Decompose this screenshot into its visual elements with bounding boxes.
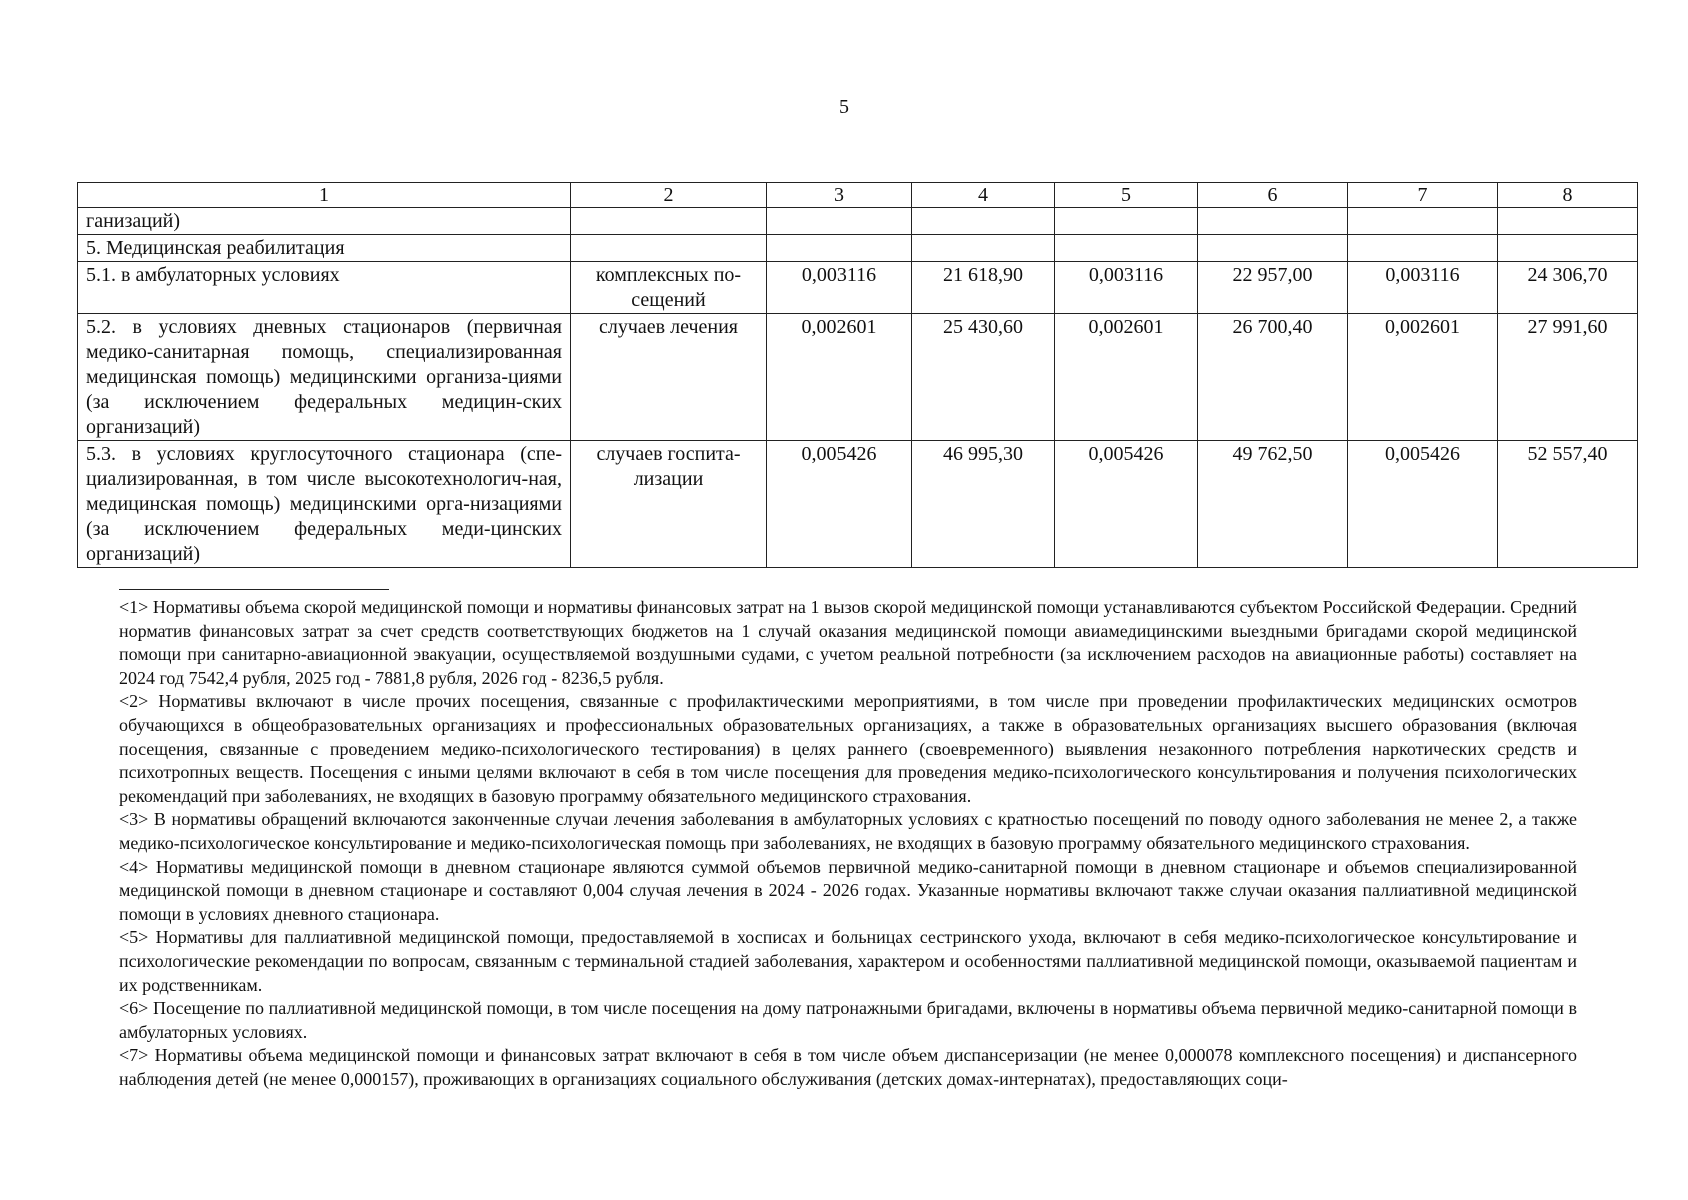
row-value <box>1198 235 1348 262</box>
row-value: 52 557,40 <box>1498 441 1638 568</box>
column-header: 1 <box>78 183 571 208</box>
column-header: 5 <box>1055 183 1198 208</box>
column-header: 4 <box>912 183 1055 208</box>
footnote: <2> Нормативы включают в числе прочих посещения, связанные с профилактическими мероприятиями, в том числе при проведении профилактических медицинских осмотров обучающихся в общеобразовательных организациях и профессиональных образовательных организациях, а также в образовательных организациях высшего образования (включая посещения, связанные с проведением медико-психологического тестирования) в целях раннего (своевременного) выявления незаконного потребления наркотических средств и психотропных веществ. Посещения с иными целями включают в себя в том числе посещения для проведения медико-психологического консультирования и получения психологических рекомендаций при заболеваниях, не входящих в базовую программу обязательного медицинского страхования. <box>119 691 1577 806</box>
row-value: 0,002601 <box>1055 314 1198 441</box>
row-value <box>1498 208 1638 235</box>
footnote: <7> Нормативы объема медицинской помощи и финансовых затрат включают в себя в том числе объем диспансеризации (не менее 0,000078 комплексного посещения) и диспансерного наблюдения детей (не менее 0,000157), проживающих в организациях социального обслуживания (детских домах-интернатах), предоставляющих соци- <box>119 1045 1577 1089</box>
row-value: 0,005426 <box>1055 441 1198 568</box>
row-value: 26 700,40 <box>1198 314 1348 441</box>
row-value: 27 991,60 <box>1498 314 1638 441</box>
row-unit: случаев госпита-лизации <box>571 441 767 568</box>
row-name: 5.1. в амбулаторных условиях <box>78 262 571 314</box>
row-value <box>1348 235 1498 262</box>
column-header: 7 <box>1348 183 1498 208</box>
row-value: 0,003116 <box>1348 262 1498 314</box>
column-header: 6 <box>1198 183 1348 208</box>
footnote: <5> Нормативы для паллиативной медицинской помощи, предоставляемой в хосписах и больницах сестринского ухода, включают в себя медико-психологическое консультирование и психологические рекомендации по вопросам, связанным с терминальной стадией заболевания, характером и особенностями паллиативной медицинской помощи, оказываемой пациентам и их родственникам. <box>119 927 1577 995</box>
row-value: 21 618,90 <box>912 262 1055 314</box>
footnotes-separator <box>119 589 389 590</box>
row-value <box>767 235 912 262</box>
row-value <box>1055 235 1198 262</box>
footnote: <4> Нормативы медицинской помощи в дневном стационаре являются суммой объемов первичной медико-санитарной помощи в дневном стационаре и объемов специализированной медицинской помощи в дневном стационаре и составляют 0,004 случая лечения в 2024 - 2026 годах. Указанные нормативы включают также случаи оказания паллиативной медицинской помощи в условиях дневного стационара. <box>119 856 1577 924</box>
norms-table <box>77 182 1638 568</box>
row-value: 0,005426 <box>1348 441 1498 568</box>
row-value <box>912 235 1055 262</box>
table-row <box>78 262 1638 314</box>
footnote: <3> В нормативы обращений включаются законченные случаи лечения заболевания в амбулаторных условиях с кратностью посещений по поводу одного заболевания не менее 2, а также медико-психологическое консультирование и медико-психологическая помощь при заболеваниях, не входящих в базовую программу обязательного медицинского страхования. <box>119 809 1577 853</box>
row-value: 25 430,60 <box>912 314 1055 441</box>
column-header: 2 <box>571 183 767 208</box>
row-unit <box>571 208 767 235</box>
row-name: 5.3. в условиях круглосуточного стационара (спе-циализированная, в том числе высокотехнологич-ная, медицинская помощь) медицинскими орга-низациями (за исключением федеральных меди-цинских организаций) <box>78 441 571 568</box>
row-value: 0,005426 <box>767 441 912 568</box>
page-number: 5 <box>839 96 849 118</box>
table-row <box>78 441 1638 568</box>
row-value <box>767 208 912 235</box>
row-value <box>1055 208 1198 235</box>
row-value: 0,003116 <box>767 262 912 314</box>
row-value <box>1348 208 1498 235</box>
column-header: 8 <box>1498 183 1638 208</box>
row-value <box>1498 235 1638 262</box>
row-value: 49 762,50 <box>1198 441 1348 568</box>
row-unit: случаев лечения <box>571 314 767 441</box>
row-value: 0,002601 <box>767 314 912 441</box>
row-name: 5.2. в условиях дневных стационаров (первичная медико-санитарная помощь, специализированная медицинская помощь) медицинскими организа-циями (за исключением федеральных медицин-ских организаций) <box>78 314 571 441</box>
row-value: 0,003116 <box>1055 262 1198 314</box>
row-value <box>912 208 1055 235</box>
row-value: 0,002601 <box>1348 314 1498 441</box>
row-unit <box>571 235 767 262</box>
row-unit: комплексных по-сещений <box>571 262 767 314</box>
row-value: 46 995,30 <box>912 441 1055 568</box>
footnotes <box>119 596 1577 1091</box>
column-header: 3 <box>767 183 912 208</box>
row-name: 5. Медицинская реабилитация <box>78 235 571 262</box>
row-value: 24 306,70 <box>1498 262 1638 314</box>
footnote: <6> Посещение по паллиативной медицинской помощи, в том числе посещения на дому патронажными бригадами, включены в нормативы объема первичной медико-санитарной помощи в амбулаторных условиях. <box>119 998 1577 1042</box>
table-header-row <box>78 183 1638 208</box>
footnote: <1> Нормативы объема скорой медицинской помощи и нормативы финансовых затрат на 1 вызов скорой медицинской помощи устанавливаются субъектом Российской Федерации. Средний норматив финансовых затрат за счет средств соответствующих бюджетов на 1 случай оказания медицинской помощи авиамедицинскими выездными бригадами скорой медицинской помощи при санитарно-авиационной эвакуации, осуществляемой воздушными судами, с учетом реальной потребности (за исключением расходов на авиационные работы) составляет на 2024 год 7542,4 рубля, 2025 год - 7881,8 рубля, 2026 год - 8236,5 рубля. <box>119 597 1577 688</box>
row-name: ганизаций) <box>78 208 571 235</box>
table-row <box>78 314 1638 441</box>
row-value: 22 957,00 <box>1198 262 1348 314</box>
row-value <box>1198 208 1348 235</box>
table-row <box>78 235 1638 262</box>
table-row <box>78 208 1638 235</box>
